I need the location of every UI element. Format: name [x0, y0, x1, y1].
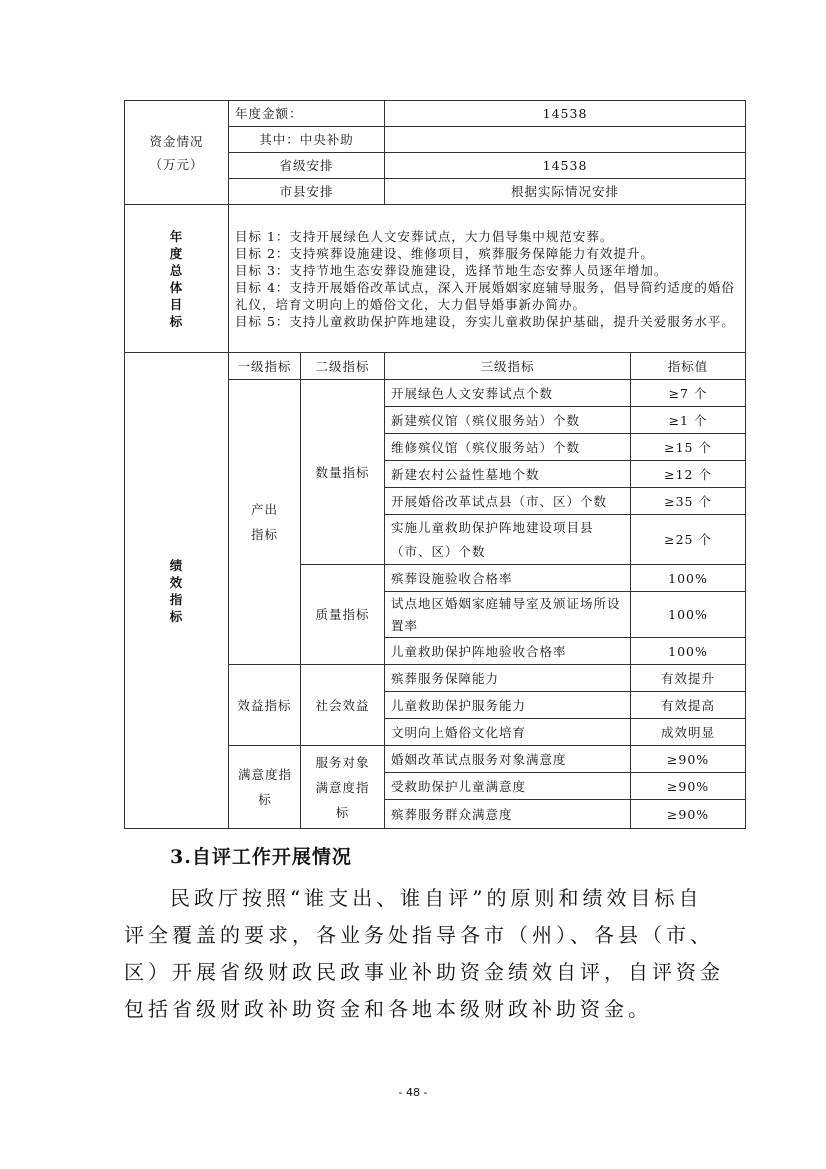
- goal-item: 目标 2：支持殡葬设施建设、维修项目，殡葬服务保障能力有效提升。: [235, 245, 654, 261]
- indicator-value: 有效提高: [631, 692, 746, 719]
- indicator-name: 儿童救助保护服务能力: [385, 692, 631, 719]
- indicator-value: 100%: [631, 592, 746, 638]
- funds-row-name: 年度金额：: [229, 101, 385, 127]
- level1-benefit: 效益指标: [229, 665, 301, 746]
- indicator-value: 成效明显: [631, 719, 746, 746]
- indicator-value: ≥35 个: [631, 488, 746, 515]
- level2-quantity: 数量指标: [301, 380, 385, 565]
- page-number: - 48 -: [398, 1086, 428, 1099]
- indicator-value: ≥90%: [631, 746, 746, 773]
- indicator-name: 文明向上婚俗文化培育: [385, 719, 631, 746]
- indicator-value: 100%: [631, 638, 746, 665]
- indicator-value: 100%: [631, 565, 746, 592]
- header-value: 指标值: [631, 353, 746, 380]
- funds-row-value: 14538: [385, 153, 746, 179]
- indicator-name: 殡葬服务群众满意度: [385, 800, 631, 829]
- goal-item: 目标 3：支持节地生态安葬设施建设，选择节地生态安葬人员逐年增加。: [235, 262, 668, 278]
- indicator-name: 婚姻改革试点服务对象满意度: [385, 746, 631, 773]
- funds-row-value: 14538: [385, 101, 746, 127]
- funds-row-name: 市县安排: [229, 179, 385, 205]
- funds-row-name: 其中：中央补助: [229, 127, 385, 153]
- funds-label: 资金情况 （万元）: [125, 101, 229, 205]
- funds-row-value: [385, 127, 746, 153]
- indicator-name: 维修殡仪馆（殡仪服务站）个数: [385, 434, 631, 461]
- indicator-name: 试点地区婚姻家庭辅导室及颁证场所设置率: [385, 592, 631, 638]
- level2-quality: 质量指标: [301, 565, 385, 665]
- indicator-value: ≥1 个: [631, 407, 746, 434]
- funds-row-value: 根据实际情况安排: [385, 179, 746, 205]
- indicator-value: ≥90%: [631, 773, 746, 800]
- indicator-name: 开展绿色人文安葬试点个数: [385, 380, 631, 407]
- header-level3: 三级指标: [385, 353, 631, 380]
- level1-satisfaction: 满意度指标: [229, 746, 301, 829]
- indicator-name: 受救助保护儿童满意度: [385, 773, 631, 800]
- performance-table: [124, 100, 746, 829]
- indicator-value: ≥90%: [631, 800, 746, 829]
- goal-item: 目标 1：支持开展绿色人文安葬试点，大力倡导集中规范安葬。: [235, 228, 614, 244]
- section-paragraph: 民政厅按照“谁支出、谁自评”的原则和绩效目标自评全覆盖的要求，各业务处指导各市（州）、各县（市、区）开展省级财政民政事业补助资金绩效自评，自评资金包括省级财政补助资金和各地本级财政补助资金。: [124, 886, 724, 1021]
- indicator-name: 殡葬设施验收合格率: [385, 565, 631, 592]
- level1-output: 产出指标: [229, 380, 301, 665]
- goal-item: 目标 5：支持儿童救助保护阵地建设，夯实儿童救助保护基础，提升关爱服务水平。: [235, 313, 735, 329]
- level2-service-satisfaction: 服务对象满意度指标: [301, 746, 385, 829]
- section-heading: 3.自评工作开展情况: [170, 846, 352, 868]
- indicators-label: 绩效指标: [125, 353, 229, 829]
- indicator-value: 有效提升: [631, 665, 746, 692]
- goals-list: [229, 205, 746, 353]
- indicator-value: ≥15 个: [631, 434, 746, 461]
- indicator-name: 实施儿童救助保护阵地建设项目县（市、区）个数: [385, 515, 631, 565]
- indicator-value: ≥25 个: [631, 515, 746, 565]
- indicator-name: 新建农村公益性墓地个数: [385, 461, 631, 488]
- indicator-name: 儿童救助保护阵地验收合格率: [385, 638, 631, 665]
- header-level2: 二级指标: [301, 353, 385, 380]
- goals-label: 年度总体目标: [125, 205, 229, 353]
- indicator-name: 新建殡仪馆（殡仪服务站）个数: [385, 407, 631, 434]
- level2-social: 社会效益: [301, 665, 385, 746]
- indicator-name: 开展婚俗改革试点县（市、区）个数: [385, 488, 631, 515]
- indicator-value: ≥7 个: [631, 380, 746, 407]
- indicator-name: 殡葬服务保障能力: [385, 665, 631, 692]
- goal-item: 目标 4：支持开展婚俗改革试点，深入开展婚姻家庭辅导服务，倡导简约适度的婚俗礼仪，培育文明向上的婚俗文化，大力倡导婚事新办简办。: [235, 279, 735, 312]
- funds-row-name: 省级安排: [229, 153, 385, 179]
- indicator-value: ≥12 个: [631, 461, 746, 488]
- header-level1: 一级指标: [229, 353, 301, 380]
